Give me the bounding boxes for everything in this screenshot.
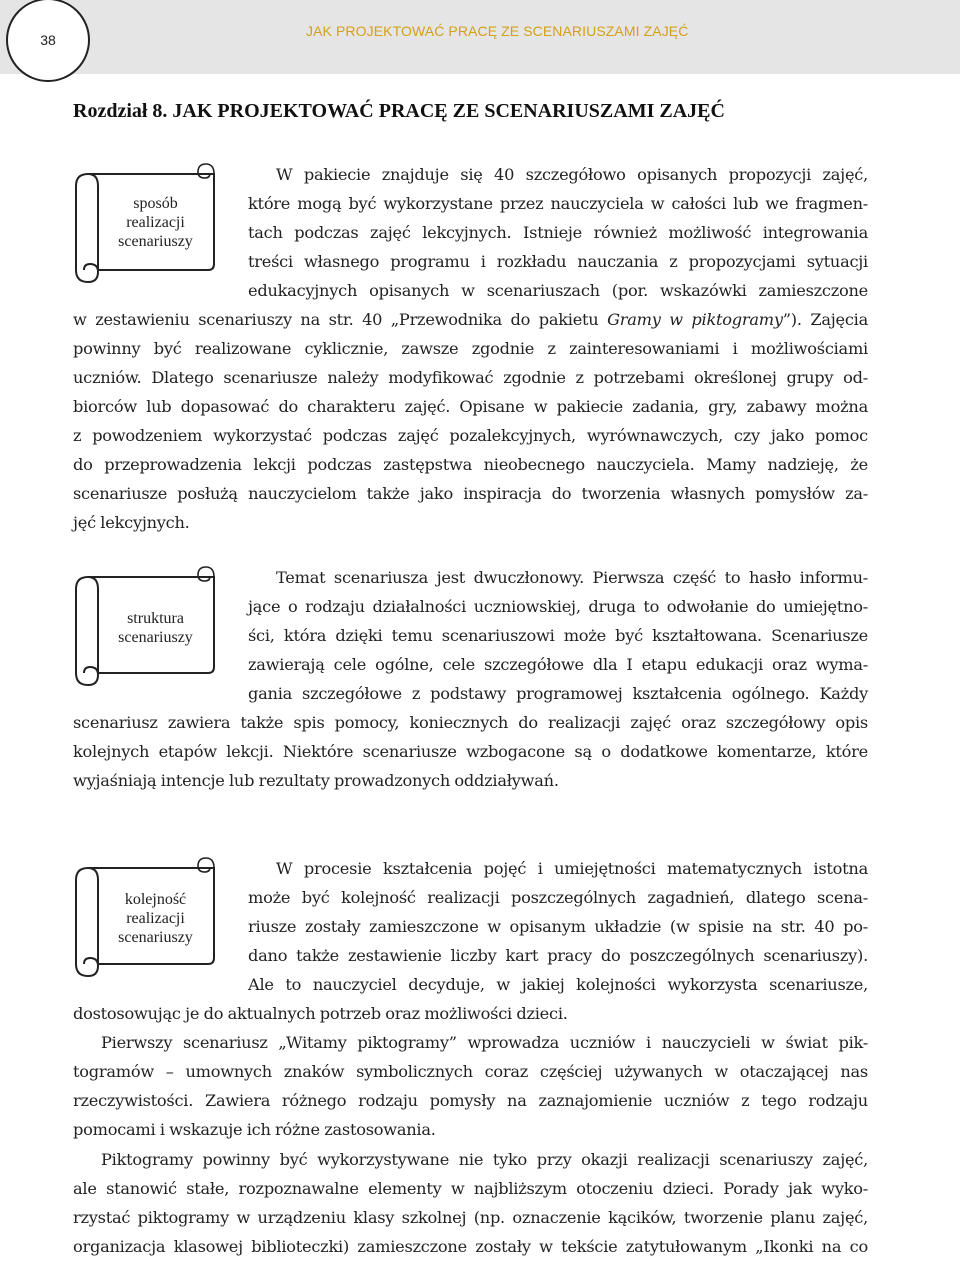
- scroll-label: kolejność realizacji scenariuszy: [118, 891, 193, 946]
- scroll-box-1: [68, 160, 228, 280]
- paragraph-1: Pierwszy scenariusz „Witamy piktogramy” wprowadza uczniów i nauczycieli w świat pik- togramów – umownych znaków symbolicznych coraz częściej używanych w otaczającej nas rzeczywistości. Zawiera różnego rodzaju pomysły na zaznajomienie uczniów z tego rodzaju pomocami i wskazuje ich różne zastosowania.: [73, 1033, 868, 1139]
- page-number: 38: [6, 0, 90, 82]
- paragraph-2: Piktogramy powinny być wykorzystywane nie tyko przy okazji realizacji scenariuszy zajęć, ale stanowić stałe, rozpoznawalne elementy w najbliższym otoczeniu dzieci. Porady jak wyko- rzystać piktogramy w urządzeniu klasy szkolnej (np. oznaczenie kącików, tworzenie planu zajęć, organizacja klasowej biblioteczki) zamieszczone zostały w tekście zatytułowanym „Ikonki na co: [73, 1150, 868, 1256]
- scroll-box-3: [68, 854, 228, 974]
- running-title: JAK PROJEKTOWAĆ PRACĘ ZE SCENARIUSZAMI ZAJĘĆ: [306, 23, 689, 39]
- section-3-body: dostosowując je do aktualnych potrzeb oraz możliwości dzieci.: [73, 1004, 568, 1023]
- scroll-box-2: [68, 563, 228, 683]
- section-2-intro: Temat scenariusza jest dwuczłonowy. Pierwsza część to hasło informu- jące o rodzaju działalności uczniowskiej, druga to odwołanie do umiejętno- ści, która dzięki temu scenariuszowi może być kształtowana. Scenariusze zawierają cele ogólne, cele szczegółowe dla I etapu edukacji oraz wyma- gania szczegółowe z podstawy programowej kształcenia ogólnego. Każdy: [248, 568, 868, 703]
- page-header: [0, 0, 960, 74]
- chapter-title: Rozdział 8. JAK PROJEKTOWAĆ PRACĘ ZE SCENARIUSZAMI ZAJĘĆ: [73, 100, 725, 122]
- section-3-intro: W procesie kształcenia pojęć i umiejętności matematycznych istotna może być kolejność realizacji poszczególnych zagadnień, dlatego scena- riusze zostały zamieszczone w opisanym układzie (w spisie na str. 40 po- dano także zestawienie liczby kart pracy do poszczególnych scenariuszy). Ale to nauczyciel decyduje, w jakiej kolejności wykorzysta scenariusze,: [248, 859, 868, 994]
- scroll-label: sposób realizacji scenariuszy: [118, 195, 193, 250]
- section-1-intro: W pakiecie znajduje się 40 szczegółowo opisanych propozycji zajęć, które mogą być wykorzystane przez nauczyciela w całości lub we fragmen- tach podczas zajęć lekcyjnych. Istnieje również możliwość integrowania treści własnego programu i rozkładu nauczania z propozycjami sytuacji edukacyjnych opisanych w scenariuszach (por. wskazówki zamieszczone: [248, 165, 868, 300]
- section-2-body: scenariusz zawiera także spis pomocy, koniecznych do realizacji zajęć oraz szczegółowy opis kolejnych etapów lekcji. Niektóre scenariusze wzbogacone są o dodatkowe komentarze, które wyjaśniają intencje lub rezultaty prowadzonych oddziaływań.: [73, 713, 868, 790]
- scroll-label: struktura scenariuszy: [118, 610, 193, 646]
- line-with-title: w zestawieniu scenariuszy na str. 40 „Przewodnika do pakietu Gramy w piktogramy”). Zajęcia: [73, 310, 868, 329]
- section-1-body: w zestawieniu scenariuszy na str. 40 „Przewodnika do pakietu Gramy w piktogramy”). Zajęcia powinny być realizowane cyklicznie, zawsze zgodnie z zainteresowaniami i możliwościami uczniów. Dlatego scenariusze należy modyfikować zgodnie z potrzebami określonej grupy od- biorców lub dopasować do charakteru zajęć. Opisane w pakiecie zadania, gry, zabawy można z powodzeniem wykorzystać podczas zajęć pozalekcyjnych, wyrównawczych, czy jako pomoc do przeprowadzenia lekcji podczas zastępstwa nieobecnego nauczyciela. Mamy nadzieję, że scenariusze posłużą nauczycielom także jako inspiracja do tworzenia własnych pomysłów za- jęć lekcyjnych.: [73, 305, 868, 537]
